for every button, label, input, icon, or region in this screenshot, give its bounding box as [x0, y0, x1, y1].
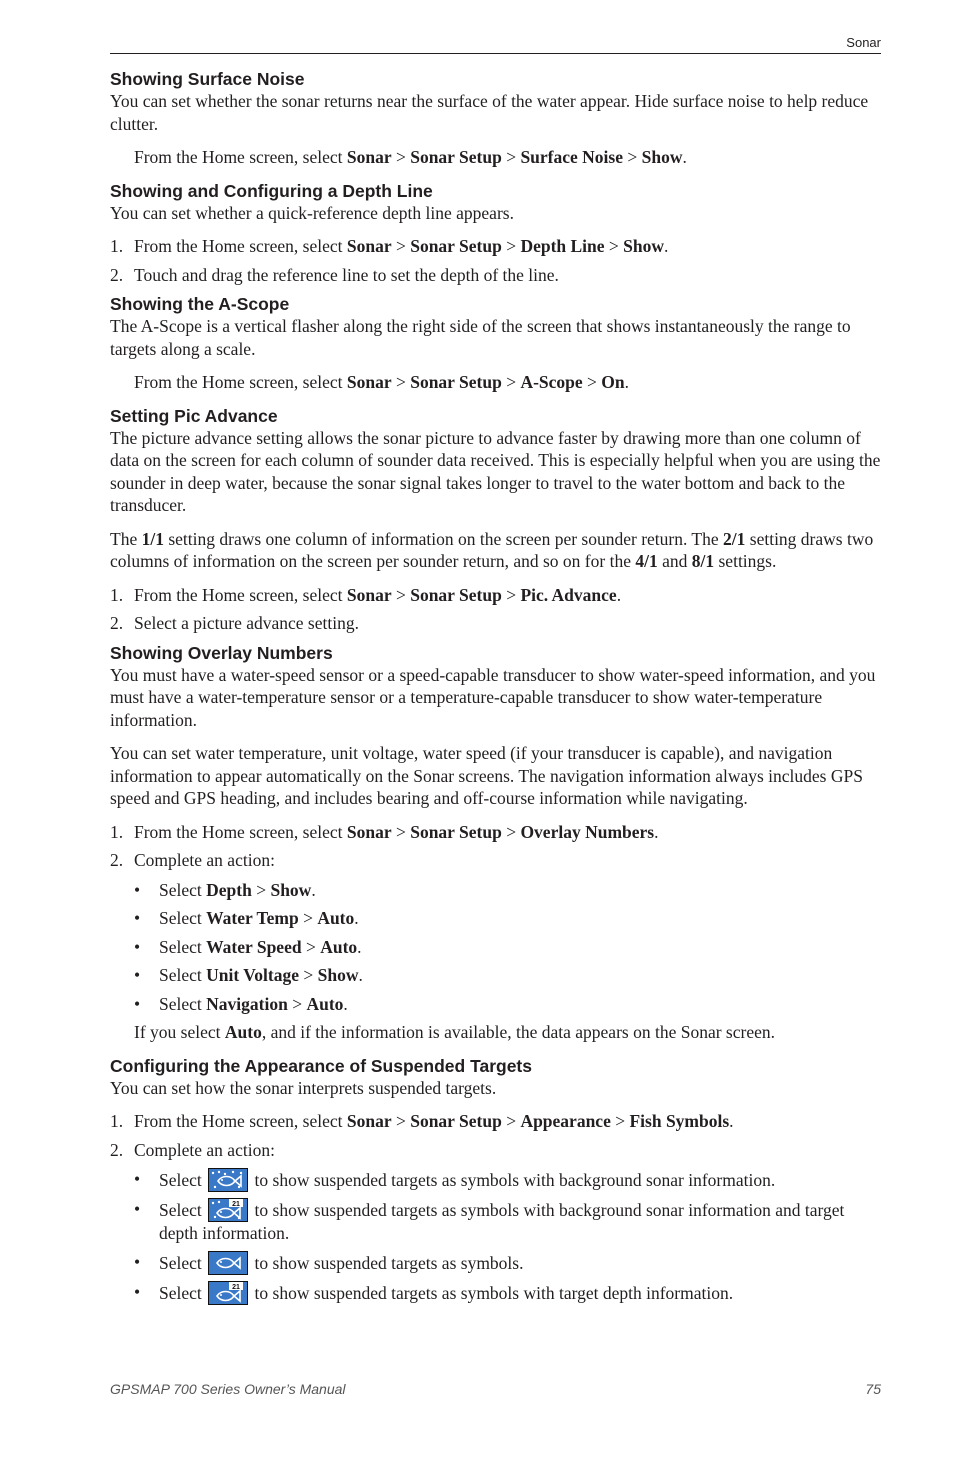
- fish-symbol-depth-icon[interactable]: [208, 1281, 248, 1305]
- overlay-body-2: You can set water temperature, unit voltage, water speed (if your transducer is capable), and navigation information to appear automatically on the Sonar screens. The navigation information always includes GPS speed and GPS heading, and includes bearing and off-course information while navigating.: [110, 743, 863, 808]
- page-content: [110, 68, 881, 1311]
- list-item: • Select 21 to show suspended targets as symbols with background sonar information and target depth information.: [134, 1199, 845, 1243]
- heading-pic-advance: Setting Pic Advance: [110, 405, 278, 426]
- step: 2. Select a picture advance setting.: [110, 613, 359, 633]
- menu-path-segment: A-Scope: [520, 372, 583, 392]
- list-item: • Select Water Speed > Auto.: [134, 936, 362, 957]
- list-item: • Select to show suspended targets as symbols.: [134, 1251, 524, 1273]
- heading-ascope: Showing the A-Scope: [110, 294, 290, 314]
- menu-path: Sonar > Sonar Setup > Overlay Numbers.: [346, 821, 659, 842]
- overlay-note: If you select Auto, and if the information is available, the data appears on the Sonar screen.: [134, 1022, 775, 1042]
- list-item: • Select Depth > Show.: [134, 879, 316, 900]
- page-number: 75: [865, 1381, 881, 1397]
- menu-path-segment: On: [601, 372, 625, 392]
- running-footer: [110, 1380, 881, 1398]
- fish-with-sonar-and-depth-icon[interactable]: [208, 1198, 248, 1222]
- menu-path-segment: Sonar: [346, 236, 392, 256]
- pic-advance-steps: [110, 584, 881, 635]
- heading-suspended-targets: Configuring the Appearance of Suspended Targets: [110, 1055, 532, 1076]
- list-item: • Select Navigation > Auto.: [134, 993, 348, 1014]
- step: 1. From the Home screen, select Sonar > Sonar Setup > Appearance > Fish Symbols.: [110, 1111, 734, 1131]
- menu-path-segment: Sonar: [346, 584, 392, 605]
- menu-path-segment: Show: [623, 236, 665, 256]
- step: 1. From the Home screen, select Sonar > Sonar Setup > Overlay Numbers.: [110, 821, 659, 842]
- step: 1. From the Home screen, select Sonar > Sonar Setup > Pic. Advance.: [110, 584, 622, 605]
- menu-path-segment: Depth Line: [520, 236, 605, 256]
- fish-symbol-icon[interactable]: [208, 1251, 248, 1275]
- menu-path-segment: Sonar: [346, 821, 392, 842]
- menu-path: Sonar > Sonar Setup > Depth Line > Show.: [346, 236, 669, 256]
- footer-manual-title: GPSMAP 700 Series Owner’s Manual: [110, 1381, 346, 1397]
- menu-path-segment: Sonar Setup: [410, 821, 502, 842]
- menu-path-segment: Sonar: [346, 147, 392, 167]
- running-header: [110, 34, 881, 54]
- depth-line-steps: [110, 235, 881, 286]
- menu-path-segment: Sonar: [346, 372, 392, 392]
- step: 1. From the Home screen, select Sonar > Sonar Setup > Depth Line > Show.: [110, 236, 669, 256]
- menu-path-segment: Sonar Setup: [410, 584, 502, 605]
- step: 2. Touch and drag the reference line to set the depth of the line.: [110, 264, 559, 285]
- menu-path: Sonar > Sonar Setup > Pic. Advance.: [346, 584, 622, 605]
- menu-path-segment: Surface Noise: [520, 147, 623, 167]
- ascope-body: The A-Scope is a vertical flasher along the right side of the screen that shows instantaneously the range to targets along a scale.: [110, 316, 851, 359]
- step: 2. Complete an action:: [110, 850, 275, 870]
- surface-noise-instruction: From the Home screen, select Sonar > Sonar Setup > Surface Noise > Show.: [134, 147, 687, 167]
- pic-advance-body-1: The picture advance setting allows the sonar picture to advance faster by drawing more than one column of data on the screen for each column of sounder data received. This is especially helpful when you are using the sounder in deep water, because the sonar signal takes longer to travel to the water bottom and back to the transducer.: [110, 427, 881, 515]
- overlay-body-1: You must have a water-speed sensor or a speed-capable transducer to show water-speed information, and you must have a water-temperature sensor or a temperature-capable transducer to show water-temperature information.: [110, 664, 876, 730]
- depth-tag: 21: [232, 1201, 241, 1208]
- menu-path: Sonar > Sonar Setup > A-Scope > On.: [346, 372, 630, 392]
- heading-overlay-numbers: Showing Overlay Numbers: [110, 642, 333, 663]
- menu-path-segment: Sonar Setup: [410, 372, 502, 392]
- heading-depth-line: Showing and Configuring a Depth Line: [110, 180, 433, 201]
- step: 2. Complete an action:: [110, 1139, 275, 1160]
- menu-path: Sonar > Sonar Setup > Appearance > Fish Symbols.: [346, 1111, 734, 1131]
- menu-path-segment: Fish Symbols: [629, 1111, 730, 1131]
- pic-advance-body-2: The 1/1 setting draws one column of information on the screen per sounder return. The 2/1 setting draws two columns of information on the screen per sounder return, and so on for the 4/1 and 8/1 settings.: [110, 528, 874, 571]
- menu-path: Sonar > Sonar Setup > Surface Noise > Show.: [346, 147, 687, 167]
- menu-path-segment: Pic. Advance: [520, 584, 617, 605]
- header-section: Sonar: [846, 35, 881, 50]
- menu-path-segment: Show: [641, 147, 683, 167]
- menu-path-segment: Sonar Setup: [410, 1111, 502, 1131]
- list-item: • Select Water Temp > Auto.: [134, 908, 359, 928]
- suspended-body: You can set how the sonar interprets suspended targets.: [110, 1077, 497, 1098]
- suspended-steps: [110, 1110, 881, 1161]
- overlay-options: [110, 879, 881, 1016]
- menu-path-segment: Overlay Numbers: [520, 821, 655, 842]
- menu-path-segment: Appearance: [520, 1111, 611, 1131]
- menu-path-segment: Sonar Setup: [410, 147, 502, 167]
- heading-surface-noise: Showing Surface Noise: [110, 69, 305, 89]
- menu-path-segment: Sonar: [346, 1111, 392, 1131]
- surface-noise-body: You can set whether the sonar returns near the surface of the water appear. Hide surface noise to help reduce clutter.: [110, 91, 869, 134]
- depth-tag: 21: [232, 1283, 241, 1291]
- list-item: • Select to show suspended targets as symbols with background sonar information.: [134, 1169, 776, 1190]
- ascope-instruction: From the Home screen, select Sonar > Sonar Setup > A-Scope > On.: [134, 372, 630, 392]
- overlay-steps: [110, 821, 881, 872]
- depth-line-body: You can set whether a quick-reference depth line appears.: [110, 202, 514, 223]
- menu-path-segment: Sonar Setup: [410, 236, 502, 256]
- fish-with-sonar-icon[interactable]: [208, 1168, 248, 1192]
- suspended-options: [110, 1168, 881, 1305]
- list-item: • Select 21 to show suspended targets as symbols with target depth information.: [134, 1281, 734, 1303]
- list-item: • Select Unit Voltage > Show.: [134, 965, 363, 985]
